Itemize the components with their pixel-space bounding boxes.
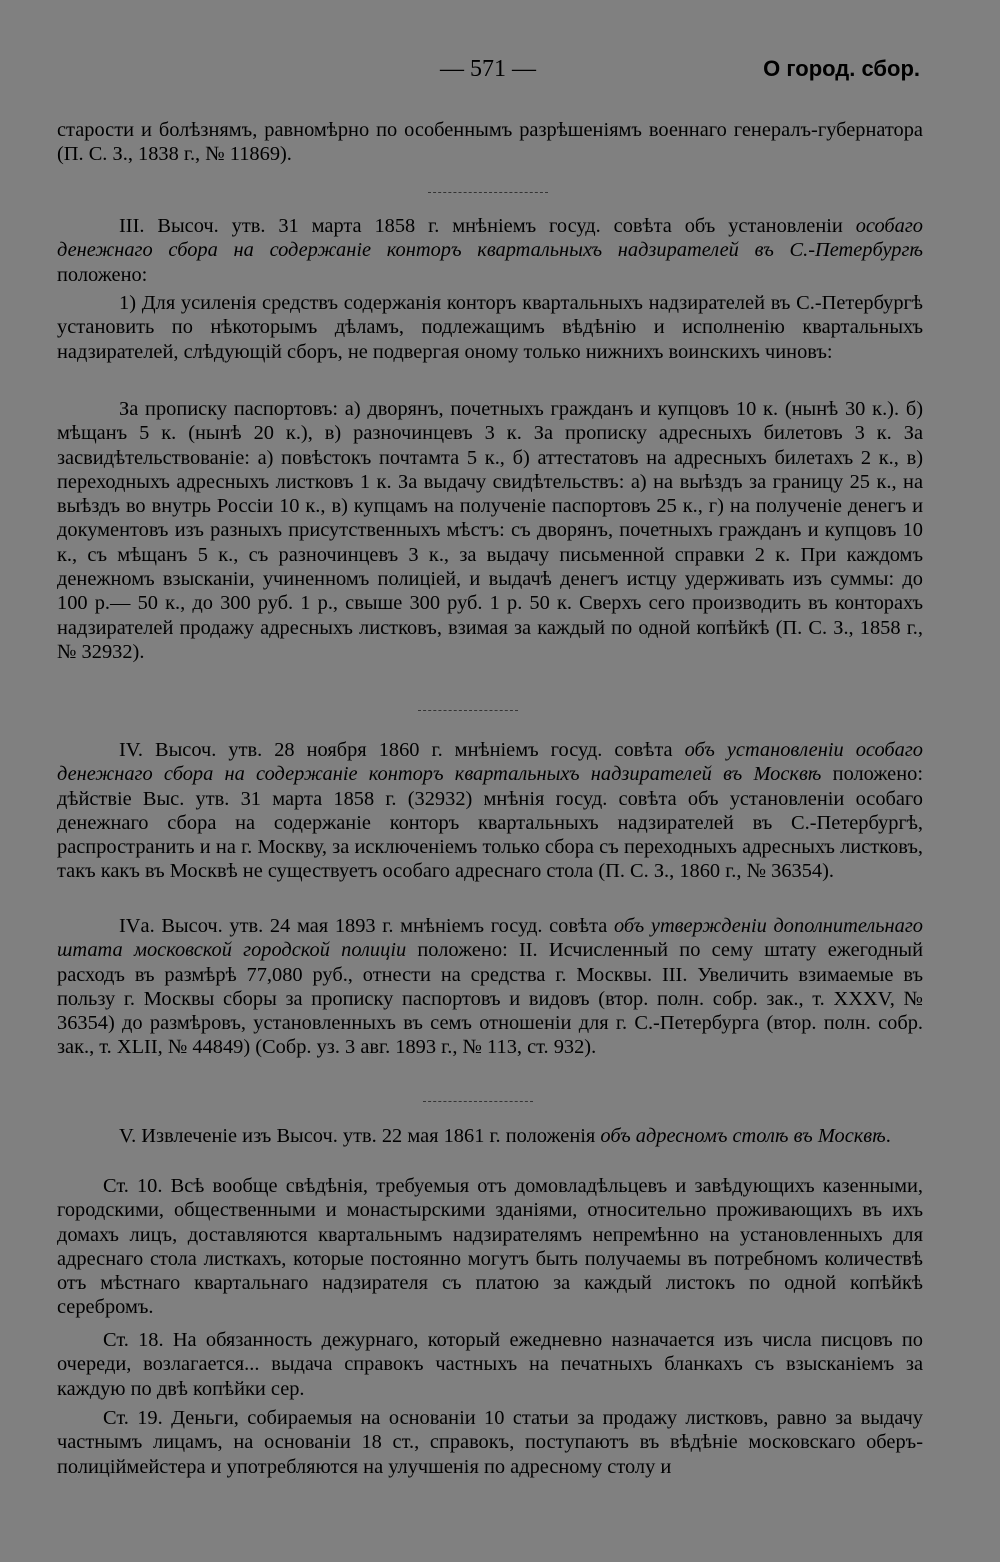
section-4a-body: положено: II. Исчисленный по сему штату ежегодный расходъ въ размѣрѣ 77,080 руб., отнести на средства г. Москвы. III. Увеличить взимаемые въ пользу г. Москвы сборы за прописку паспортовъ и видовъ (втор. полн. собр. зак., т. XXXV, № 36354) до размѣровъ, установленныхъ въ семъ отношеніи для г. С.-Петербурга (втор. полн. собр. зак., т. XLII, № 44849) (Собр. уз. 3 авг. 1893 г., № 113, ст. 932). [57,939,923,1059]
section-4a-title: объ утвержденіи дополнительнаго штата московской городской полиціи [57,915,923,962]
section-3-lead: III. Высоч. утв. 31 марта 1858 г. мнѣніемъ госуд. совѣта объ установленіи [119,215,856,237]
section-4-body: положено: дѣйствіе Выс. утв. 31 марта 1858 г. (32932) мнѣнія госуд. совѣта объ установленіи особаго денежнаго сбора на содержаніе конторъ квартальныхъ надзирателей въ С.-Петербургѣ, распространить и на г. Москву, за исключеніемъ только сбора съ переходныхъ адресныхъ листковъ, такъ какъ въ Москвѣ не существуетъ особаго адреснаго стола (П. С. З., 1860 г., № 36354). [57,763,923,883]
section-divider [428,192,548,193]
section-5-title: объ адресномъ столѣ въ Москвѣ [600,1125,886,1147]
paragraph-section-3-point-1: 1) Для усиленія средствъ содержанія конторъ квартальныхъ надзирателей въ С.-Петербургѣ установить по нѣкоторымъ дѣламъ, подлежащимъ вѣдѣнію и исполненію квартальныхъ надзирателей, слѣдующій сборъ, не подвергая оному только нижнихъ воинскихъ чиновъ: [57,292,923,363]
section-divider [418,710,518,711]
section-3-title: особаго денежнаго сбора на содержаніе конторъ квартальныхъ надзирателей въ С.-Петербургѣ [57,215,923,262]
paragraph-section-5-art-19: Ст. 19. Деньги, собираемыя на основаніи 10 статьи за продажу листковъ, равно за выдачу частнымъ лицамъ, на основаніи 18 ст., справокъ, поступаютъ въ вѣдѣніе московскаго оберъ-полиціймейстера и употребляются на улучшенія по адресному столу и [57,1407,923,1478]
paragraph-intro: старости и болѣзнямъ, равномѣрно по особеннымъ разрѣшеніямъ военнаго генералъ-губернатора (П. С. З., 1838 г., № 11869). [57,119,923,166]
section-4-title: объ установленіи особаго денежнаго сбора на содержаніе конторъ квартальныхъ надзирателей въ Москвѣ [57,739,923,786]
paragraph-section-4 [57,738,923,884]
page-header [0,56,1000,88]
section-3-tail: положено: [57,263,148,286]
paragraph-section-3-heading [57,214,923,287]
paragraph-section-4a [57,914,923,1060]
paragraph-section-5-heading [57,1124,923,1148]
section-4a-lead: IVа. Высоч. утв. 24 мая 1893 г. мнѣніемъ госуд. совѣта [119,915,614,937]
running-title: О город. сбор. [763,56,920,81]
section-5-lead: V. Извлеченіе изъ Высоч. утв. 22 мая 1861 г. положенія [119,1125,601,1147]
paragraph-section-5-art-18: Ст. 18. На обязанность дежурнаго, который ежедневно назначается изъ числа писцовъ по очереди, возлагается... выдача справокъ частныхъ на печатныхъ бланкахъ съ взысканіемъ за каждую по двѣ копѣйки сер. [57,1329,923,1400]
section-4-lead: IV. Высоч. утв. 28 ноября 1860 г. мнѣніемъ госуд. совѣта [119,739,685,761]
page-number: — 571 — [440,56,536,82]
section-divider [423,1101,533,1102]
section-5-tail: . [885,1125,891,1147]
paragraph-section-5-art-10: Ст. 10. Всѣ вообще свѣдѣнія, требуемыя отъ домовладѣльцевъ и завѣдующихъ казенными, городскими, общественными и монастырскими зданіями, относительно проживающихъ въ ихъ домахъ лицъ, доставляются квартальнымъ надзирателямъ непремѣнно на установленныхъ для адреснаго стола листкахъ, которые постоянно могутъ быть получаемы въ потребномъ количествѣ отъ мѣстнаго квартальнаго надзирателя съ платою за каждый листокъ по одной копѣйкѣ серебромъ. [57,1175,923,1319]
paragraph-section-3-fees: За прописку паспортовъ: а) дворянъ, почетныхъ гражданъ и купцовъ 10 к. (нынѣ 30 к.). б) мѣщанъ 5 к. (нынѣ 20 к.), в) разночинцевъ 3 к. За прописку адресныхъ билетовъ 3 к. За засвидѣтельствованіе: а) повѣстокъ почтамта 5 к., б) аттестатовъ на адресныхъ билетахъ 2 к., в) переходныхъ адресныхъ листковъ 1 к. За выдачу свидѣтельствъ: а) на выѣздъ за границу 25 к., на выѣздъ во внутрь Россіи 10 к., в) купцамъ на полученіе паспортовъ 25 к., г) на полученіе денегъ и документовъ изъ разныхъ присутственныхъ мѣстъ: съ дворянъ, почетныхъ гражданъ и купцовъ 10 к., съ мѣщанъ 5 к., съ разночинцевъ 3 к., за выдачу письменной справки 2 к. При каждомъ денежномъ взысканіи, учиненномъ полиціей, и выдачѣ денегъ истцу удерживать изъ суммы: до 100 р.— 50 к., до 300 руб. 1 р., свыше 300 руб. 1 р. 50 к. Сверхъ сего производить въ конторахъ надзирателей продажу адресныхъ листковъ, взимая за каждый по одной копѣйкѣ (П. С. З., 1858 г., № 32932). [57,398,923,663]
